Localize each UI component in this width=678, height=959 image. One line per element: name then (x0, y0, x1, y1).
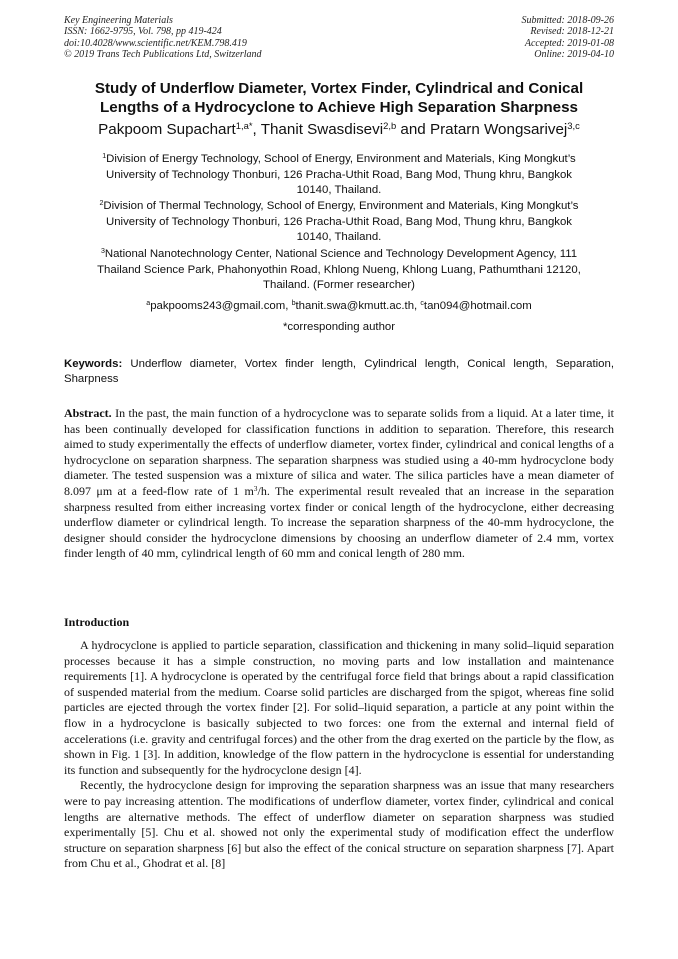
affiliation-1 (62, 152, 616, 199)
keywords-text: Underflow diameter, Vortex finder length, Cylindrical length, Conical length, Separation, Sharpness (64, 358, 614, 386)
email-mark: a (146, 300, 151, 308)
email-mark: b (291, 300, 296, 308)
abstract-text-continued: /h. The experimental result revealed that an increase in the separation sharpness resulted from either increasing vortex finder or conical length of the hydrocyclone, either decreasing underflow diameter or cylindrical length. To increase the separation sharpness of the 40-mm hydrocyclone, the designer should consider the hydrocyclone dimensions by choosing an underflow diameter of 2.4 mm, vortex finder length of 40 mm, cylindrical length of 60 mm and conical length of 280 mm. (64, 483, 614, 561)
title-line: Study of Underflow Diameter, Vortex Finder, Cylindrical and Conical (94, 80, 584, 97)
abstract-section (64, 406, 614, 562)
affiliation-line (62, 199, 616, 215)
author-affiliation-mark: 1,a* (235, 119, 253, 131)
corresponding-author-note: *corresponding author (282, 321, 396, 333)
abstract-superscript: 3 (253, 483, 258, 493)
keywords-section (64, 357, 614, 387)
keywords-label: Keywords: (64, 358, 123, 370)
revised-date: Revised: 2018-12-21 (530, 26, 614, 38)
affiliation-line: 10140, Thailand. (296, 184, 382, 197)
submission-dates (522, 15, 615, 61)
submitted-date: Submitted: 2018-09-26 (521, 15, 614, 26)
author-separator: and (396, 121, 430, 138)
introduction-heading: Introduction (64, 615, 130, 629)
affiliation-line (62, 247, 616, 263)
email-separator: , (414, 300, 421, 312)
journal-name: Key Engineering Materials (64, 15, 173, 26)
affiliation-number: 1 (102, 153, 107, 161)
affiliation-number: 2 (99, 200, 104, 208)
email-address[interactable]: tan094@hotmail.com (423, 300, 532, 312)
author-list (40, 121, 638, 139)
author-name: Pratarn Wongsarivej (429, 121, 568, 138)
copyright-line: © 2019 Trans Tech Publications Ltd, Switzerland (64, 49, 262, 61)
author-affiliation-mark: 2,b (383, 119, 397, 131)
affiliation-2 (62, 199, 616, 246)
intro-paragraph: Recently, the hydrocyclone design for improving the separation sharpness was an issue that many researchers were to pay increasing attention. The modifications of underflow diameter, vortex finder, cylindrical and conical lengths are alternative methods. The effect of underflow diameter on separation sharpness was studied experimentally [5]. Chu et al. showed not only the experimental study of modification effect the underflow structure on separation sharpness [6] but also the effect of the conical structure on separation sharpness [7]. Apart from Chu et al., Ghodrat et al. [8] (64, 778, 614, 871)
affiliation-text: National Nanotechnology Center, National Science and Technology Development Agency, 111 (104, 248, 578, 260)
author-separator: , (252, 121, 261, 138)
introduction-body (64, 638, 614, 872)
affiliation-number: 3 (100, 248, 105, 256)
affiliation-line: Thailand Science Park, Phahonyothin Road, Khlong Nueng, Khlong Luang, Pathumthani 12120, (97, 263, 581, 276)
author-affiliation-mark: 3,c (567, 119, 580, 131)
affiliation-line: University of Technology Thonburi, 126 Pracha-Uthit Road, Bang Mod, Thung khru, Bangkok (105, 168, 573, 181)
affiliation-line: 10140, Thailand. (296, 231, 382, 244)
online-date: Online: 2019-04-10 (534, 49, 614, 61)
author-name: Thanit Swasdisevi (260, 121, 384, 138)
issn-line: ISSN: 1662-9795, Vol. 798, pp 419-424 (64, 26, 222, 38)
email-separator: , (285, 300, 292, 312)
affiliation-text: Division of Energy Technology, School of Energy, Environment and Materials, King Mongkut’s (106, 153, 576, 165)
affiliation-line (62, 152, 616, 168)
title-line: Lengths of a Hydrocyclone to Achieve High Separation Sharpness (100, 98, 578, 116)
accepted-date: Accepted: 2019-01-08 (524, 37, 614, 49)
author-emails (40, 299, 638, 313)
author-name: Pakpoom Supachart (98, 121, 236, 138)
abstract-text: In the past, the main function of a hydrocyclone was to separate solids from a liquid. At a later time, it has been continually developed for classification functions in addition to separation. Therefore, this research aimed to study experimentally the effects of underflow diameter, vortex finder, cylindrical and conical lengths of a hydrocyclone on separation sharpness. The separation sharpness was studied using a 40-mm hydrocyclone body diameter. The tested suspension was a mixture of silica and water. The silica particles have a mean diameter of 8.097 μm at a feed-flow rate of 1 m (64, 406, 614, 498)
affiliation-line: Thailand. (Former researcher) (263, 279, 415, 292)
paper-title (60, 80, 618, 117)
email-mark: c (420, 300, 424, 308)
intro-paragraph: A hydrocyclone is applied to particle separation, classification and thickening in many solid–liquid separation processes because it has a simple construction, no moving parts and low installation and maintenance requirements [1]. A hydrocyclone is operated by the centrifugal force field that brings about a rapid classification of suspended material from the medium. Coarse solid particles are discharged from the spigot, whereas fine solid particles are ejected through the vortex finder [2]. For solid–liquid separation, a particle at any point within the flow in a hydrocyclone is basically subjected to two forces: one from the external and internal field of accelerations (i.e. gravity and centrifugal forces) and the other from the drag exerted on the particle by the flow, as shown in Fig. 1 [3]. In addition, knowledge of the flow pattern in the hydrocyclone is essential for understanding its function and subsequently for the hydrocyclone design [4]. (64, 638, 614, 777)
doi-line: doi:10.4028/www.scientific.net/KEM.798.419 (64, 37, 247, 49)
journal-info (64, 15, 262, 61)
affiliation-text: Division of Thermal Technology, School of Energy, Environment and Materials, King Mongkut’s (103, 200, 579, 212)
email-address[interactable]: thanit.swa@kmutt.ac.th (295, 300, 415, 312)
abstract-label: Abstract. (64, 406, 112, 420)
affiliation-3 (62, 247, 616, 294)
affiliation-line: University of Technology Thonburi, 126 Pracha-Uthit Road, Bang Mod, Thung khru, Bangkok (105, 215, 573, 228)
email-address[interactable]: pakpooms243@gmail.com (150, 300, 286, 312)
